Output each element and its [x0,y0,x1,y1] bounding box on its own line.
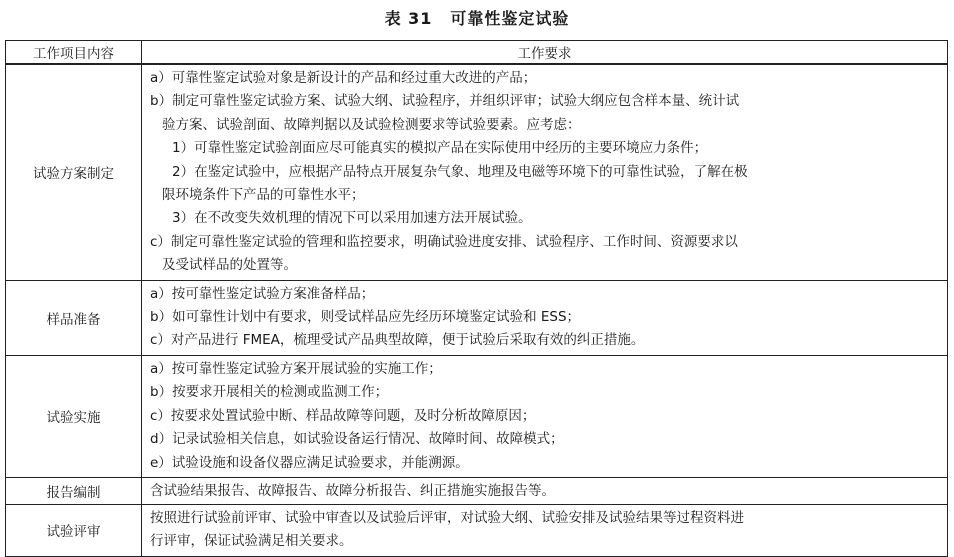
work-item-cell: 报告编制 [6,477,142,504]
work-item-cell: 样品准备 [6,280,142,355]
work-item-cell: 试验方案制定 [6,64,142,280]
reliability-qualification-test-table [5,40,948,557]
requirement-line: c）制定可靠性鉴定试验的管理和监控要求，明确试验进度安排、试验程序、工作时间、资源要求以 [150,233,738,250]
table-row [6,477,948,504]
requirement-line: e）试验设施和设备仪器应满足试验要求，并能溯源。 [150,454,469,471]
requirement-line: 2）在鉴定试验中，应根据产品特点开展复杂气象、地理及电磁等环境下的可靠性试验，了解在极 [172,163,748,180]
table-title-text: 可靠性鉴定试验 [450,9,570,28]
work-requirement-cell [142,355,948,477]
requirement-line: 3）在不改变失效机理的情况下可以采用加速方法开展试验。 [172,210,532,227]
requirement-line: 验方案、试验剖面、故障判据以及试验检测要求等试验要素。应考虑： [162,116,581,133]
requirement-line: 1）可靠性鉴定试验剖面应尽可能真实的模拟产品在实际使用中经历的主要环境应力条件； [172,140,708,157]
requirement-line: c）对产品进行 FMEA，梳理受试产品典型故障，便于试验后采取有效的纠正措施。 [150,332,645,349]
work-requirement-cell [142,64,948,280]
work-requirement-cell [142,504,948,556]
requirement-line: a）可靠性鉴定试验对象是新设计的产品和经过重大改进的产品； [150,70,537,86]
requirement-line: 按照进行试验前评审、试验中审查以及试验后评审，对试验大纲、试验安排及试验结果等过程资料进 [150,509,744,526]
requirement-line: 含试验结果报告、故障报告、故障分析报告、纠正措施实施报告等。 [150,482,555,499]
requirement-line: d）记录试验相关信息，如试验设备运行情况、故障时间、故障模式； [150,431,564,448]
work-requirement-cell [142,477,948,504]
table-title [0,6,954,29]
requirement-line: a）按可靠性鉴定试验方案开展试验的实施工作； [150,360,442,377]
requirement-line: 行评审，保证试验满足相关要求。 [150,533,353,550]
requirement-line: b）如可靠性计划中有要求，则受试样品应先经历环境鉴定试验和 ESS； [150,309,581,326]
table-row [6,280,948,355]
table-body [6,64,948,556]
requirement-line: b）制定可靠性鉴定试验方案、试验大纲、试验程序，并组织评审；试验大纲应包含样本量、统计试 [150,93,740,110]
requirement-line: c）按要求处置试验中断、样品故障等问题，及时分析故障原因； [150,407,536,424]
requirement-line: a）按可靠性鉴定试验方案准备样品； [150,285,375,302]
work-item-cell: 试验实施 [6,355,142,477]
table-row [6,355,948,477]
table-number: 表 31 [384,9,433,28]
requirement-line: 限环境条件下产品的可靠性水平； [162,187,365,204]
header-work-item: 工作项目内容 [6,41,142,65]
requirement-line: b）按要求开展相关的检测或监测工作； [150,384,389,401]
header-work-requirement: 工作要求 [142,41,948,65]
table-row [6,64,948,280]
work-item-cell: 试验评审 [6,504,142,556]
table-row [6,504,948,556]
table-header-row [6,41,948,65]
requirement-line: 及受试样品的处置等。 [162,257,297,274]
work-requirement-cell [142,280,948,355]
